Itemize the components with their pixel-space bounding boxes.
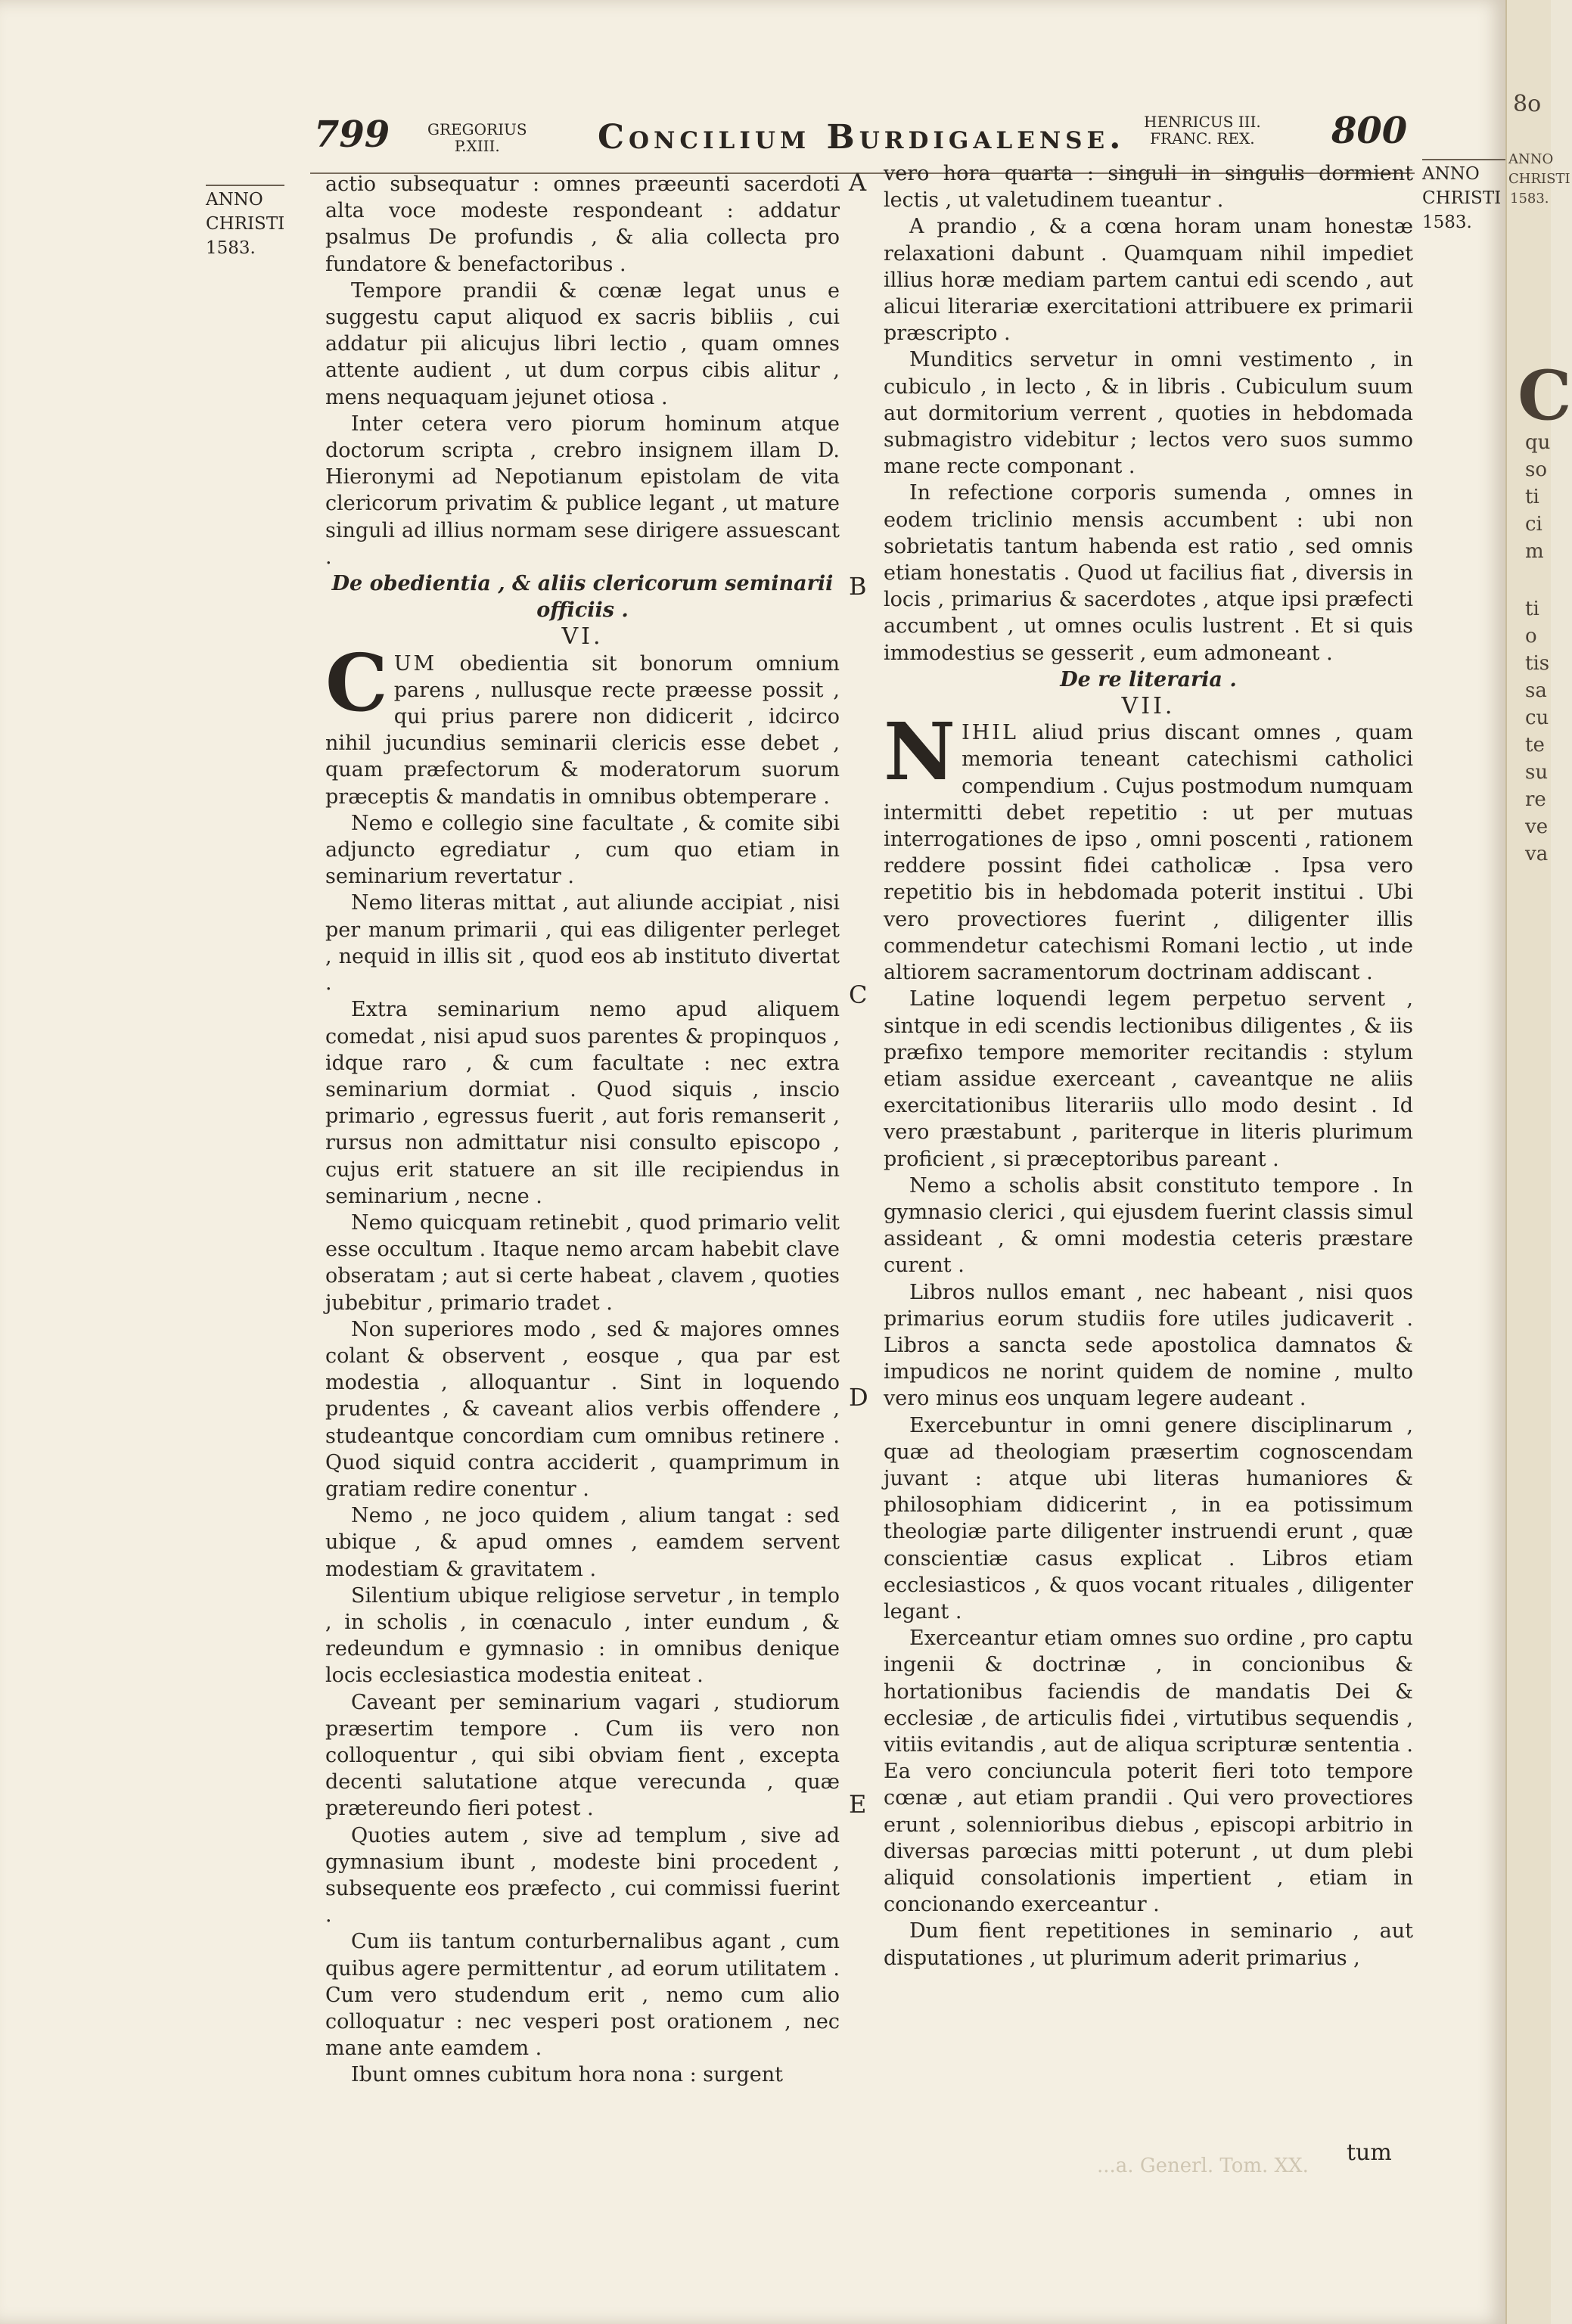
drop-cap-word: IHIL — [962, 721, 1018, 745]
right-page-number: 800 — [1331, 110, 1408, 152]
paragraph: Extra seminarium nemo apud aliquem comedat , nisi apud suos parentes & propinquos , idque raro , & cum facultate : nec extra seminarium dormiat . Quod siquis , inscio primario , egressus fuerit , aut foris remanserit , rursus non admittatur nisi consulto episcopo , cujus erit statuere an sit ille recipiendus in seminarium , necne . — [325, 998, 840, 1208]
section-letter-c: C — [849, 980, 868, 1009]
bleed-through-text: ...a. Generl. Tom. XX. — [1097, 2155, 1309, 2177]
section-letter-a: A — [849, 168, 867, 197]
section-heading-vi: De obedientia , & aliis clericorum seminarii officiis . — [331, 572, 834, 623]
facing-fragment: sa — [1525, 679, 1547, 702]
paragraph: Exerceantur etiam omnes suo ordine , pro captu ingenii & doctrinæ , in concionibus & hortationibus faciendis de mandatis Dei & ecclesiæ , de articulis fidei , virtutibus sequendis , vitiis evitandis , aut de aliqua scripturæ sententia . Ea vero conciuncula poterit fieri toto tempore cœnæ , aut etiam prandii . Qui vero provectiores erunt , solennioribus diebus , episcopi arbitrio in diversas parœcias mitti poterunt , ut dum plebi aliquid consolationis impertient , etiam in concionando exerceantur . — [884, 1626, 1413, 1917]
facing-fragment: 8o — [1513, 91, 1542, 117]
section-letter-b: B — [849, 572, 867, 601]
facing-fragment: o — [1525, 625, 1537, 648]
facing-fragment: cu — [1525, 707, 1549, 729]
left-running-pope-sub: P.XIII. — [454, 137, 500, 155]
facing-fragment: 1583. — [1510, 191, 1549, 207]
paragraph: Non superiores modo , sed & majores omnes colant & observent , eosque , qua par est modestia , alloquantur . Sint in loquendo prudentes , & caveant alios verbis offendere , studeantque concordiam cum omnibus retinere . Quod siquid contra acciderit , quamprimum in gratiam redire conentur . — [325, 1317, 840, 1501]
right-margin-year: 1583. — [1422, 213, 1472, 232]
facing-fragment: ti — [1525, 598, 1539, 620]
left-page-number: 799 — [314, 113, 390, 156]
facing-fragment: ve — [1525, 816, 1549, 838]
drop-cap-word: UM — [393, 651, 437, 676]
paragraph: Exercebuntur in omni genere disciplinarum , quæ ad theologiam præsertim cognoscendam juvant : atque ubi literas humaniores & philosophiam didicerint , in ea potissimum theologiæ parte diligenter instruendi erunt , quæ conscientiæ casus explicat . Libros etiam ecclesiasticos , & quos vocant rituales , diligenter legant . — [884, 1413, 1413, 1623]
facing-fragment: va — [1525, 843, 1549, 865]
facing-fragment: su — [1525, 761, 1549, 784]
left-text-column — [325, 171, 840, 2089]
paragraph: Inter cetera vero piorum hominum atque doctorum scripta , crebro insignem illam D. Hieronymi ad Nepotianum epistolam de vita clericorum privatim & publice legant , ut mature singuli ad illius normam sese dirigere assuescant . — [325, 412, 840, 569]
paragraph: actio subsequatur : omnes præeunti sacerdoti alta voce modeste respondeant : addatur psalmus De profundis , & alia collecta pro fundatore & benefactoribus . — [325, 172, 840, 276]
section-number-vi: VI. — [561, 623, 604, 651]
facing-fragment: ti — [1525, 486, 1539, 508]
facing-fragment: C — [1518, 356, 1572, 436]
paragraph: Munditics servetur in omni vestimento , in cubiculo , in lecto , & in libris . Cubiculum suum aut dormitorium verrent , quoties in hebdomada submagistro videbitur ; lectos vero suos summo mane recte componant . — [884, 348, 1413, 479]
section-letter-e: E — [849, 1790, 867, 1819]
right-running-king: HENRICUS III. — [1144, 113, 1261, 131]
paragraph: Nemo a scholis absit constituto tempore . In gymnasio clerici , qui ejusdem fuerint classis simul assideant , & omni modestia ceteris præstare curent . — [884, 1173, 1413, 1278]
facing-fragment: re — [1525, 788, 1546, 811]
section-letter-d: D — [849, 1383, 868, 1412]
paragraph: Ibunt omnes cubitum hora nona : surgent — [351, 2063, 783, 2087]
paragraph-text: obedientia sit bonorum omnium parens , nullusque recte præesse possit , qui prius parere non didicerit , idcirco nihil jucundius seminarii clericis esse debet , quam præfectorum & moderatorum suorum præceptis & mandatis in omnibus obtemperare . — [325, 651, 840, 809]
facing-fragment: CHRISTI — [1508, 171, 1570, 187]
facing-fragment: qu — [1525, 431, 1551, 454]
paragraph: Nemo , ne joco quidem , alium tangat : sed ubique , & apud omnes , eamdem servent modestiam & gravitatem . — [325, 1504, 840, 1581]
paragraph: Latine loquendi legem perpetuo servent , sintque in edi scendis lectionibus diligentes , & iis præfixo tempore memoriter recitandis : stylum etiam assidue exerceant , caveantque ne aliis exercitationibus literariis ullo modo desint . Id vero præstabunt , pariterque in literis plurimum proficient , si præceptoribus pareant . — [884, 987, 1413, 1171]
paragraph: vero hora quarta : singuli in singulis dormient lectis , ut valetudinem tueantur . — [884, 162, 1413, 213]
right-margin-note — [1422, 159, 1505, 235]
paragraph: Nemo quicquam retinebit , quod primario velit esse occultum . Itaque nemo arcam habebit clave obseratam ; aut si certe habeat , clavem , quoties jubebitur , primario tradet . — [325, 1210, 840, 1315]
paragraph: Libros nullos emant , nec habeant , nisi quos primarius eorum studiis fore utiles judicaverit . Libros a sancta sede apostolica damnatos & impudicos ne norint quidem de nomine , multo vero minus eos unquam legere audeant . — [884, 1280, 1413, 1411]
paragraph: Quoties autem , sive ad templum , sive ad gymnasium ibunt , modeste bini procedent , subsequente eos præfecto , cui commissi fuerint . — [325, 1823, 840, 1928]
paragraph-text: aliud prius discant omnes , quam memoria teneant catechismi catholici compendium . Cujus postmodum numquam intermitti debet repetitio : ut per mutuas interrogationes de ipso , omni poscenti , rationem reddere possint fidei catholicæ . Ipsa vero repetitio bis in hebdomada poterit institui . Ubi vero provectiores fuerint , diligenter illis commendetur catechismi Romani lectio , ut inde altiorem sacramentorum doctrinam addiscant . — [884, 721, 1413, 985]
right-margin-christi: CHRISTI — [1422, 188, 1502, 208]
drop-cap-n: N — [884, 705, 956, 799]
facing-fragment: tis — [1525, 652, 1550, 675]
drop-cap-c: C — [325, 635, 388, 729]
right-running-king-sub: FRANC. REX. — [1150, 129, 1255, 148]
facing-page-edge — [1505, 0, 1572, 2324]
paragraph: Tempore prandii & cœnæ legat unus e suggestu caput aliquod ex sacris bibliis , cui addatur pii alicujus libri lectio , quam omnes attente audient , ut dum corpus cibis alitur , mens nequaquam jejunet otiosa . — [325, 278, 840, 409]
paragraph: A prandio , & a cœna horam unam honestæ relaxationi dabunt . Quamquam nihil impediet illius horæ mediam partem cantui edi scendo , aut alicui literariæ exercitationi attribuere ex primarii præscripto . — [884, 215, 1413, 346]
left-margin-christi: CHRISTI — [206, 214, 285, 234]
section-number-vii: VII. — [1121, 693, 1176, 720]
catchword: tum — [1347, 2139, 1392, 2166]
facing-fragment: m — [1525, 540, 1544, 563]
paragraph: Dum fient repetitiones in seminario , aut disputationes , ut plurimum aderit primarius , — [884, 1919, 1413, 1970]
paragraph: Silentium ubique religiose servetur , in templo , in scholis , in cœnaculo , inter eundum , & redeundum e gymnasio : in omnibus denique locis ecclesiastica modestia eniteat . — [325, 1583, 840, 1688]
paragraph: Caveant per seminarium vagari , studiorum præsertim tempore . Cum iis vero non colloquentur , qui sibi obviam fient , excepta decenti salutatione atque verecunda , quæ prætereundo fieri potest . — [325, 1690, 840, 1821]
section-heading-vii: De re literaria . — [1060, 667, 1237, 691]
paragraph: Nemo e collegio sine facultate , & comite sibi adjuncto egrediatur , cum quo etiam in seminarium revertatur . — [325, 811, 840, 889]
facing-fragment: ANNO — [1508, 151, 1554, 167]
left-running-head — [427, 121, 527, 154]
right-running-head — [1144, 113, 1261, 147]
facing-fragment: so — [1525, 458, 1547, 481]
left-running-pope: GREGORIUS — [427, 120, 527, 138]
right-text-column — [884, 160, 1413, 1971]
left-margin-year: 1583. — [206, 238, 256, 258]
facing-fragment: ci — [1525, 513, 1542, 536]
left-margin-anno: ANNO — [206, 185, 284, 212]
facing-fragment: te — [1525, 734, 1545, 757]
paragraph: Nemo literas mittat , aut aliunde accipiat , nisi per manum primarii , qui eas diligenter perleget , nequid in illis sit , quod eos ab instituto divertat . — [325, 891, 840, 996]
page-title: Concilium Burdigalense. — [598, 118, 1126, 157]
paragraph: In refectione corporis sumenda , omnes in eodem triclinio mensis accumbent : ubi non sobrietatis tantum habenda est ratio , sed omnis etiam honestatis . Quod ut facilius fiat , diversis in locis , primarius & sacerdotes , atque ipsi præfecti accumbent , ut omnes oculis lustrent . Et si quis immodestius se gesserit , eum admoneant . — [884, 481, 1413, 665]
right-margin-anno: ANNO — [1422, 159, 1505, 186]
left-margin-note — [206, 185, 284, 260]
paragraph: Cum iis tantum conturbernalibus agant , cum quibus agere permittentur , ad eorum utilitatem . Cum vero studendum erit , nemo cum alio colloquatur : nec vesperi post orationem , nec mane ante eamdem . — [325, 1930, 840, 2061]
